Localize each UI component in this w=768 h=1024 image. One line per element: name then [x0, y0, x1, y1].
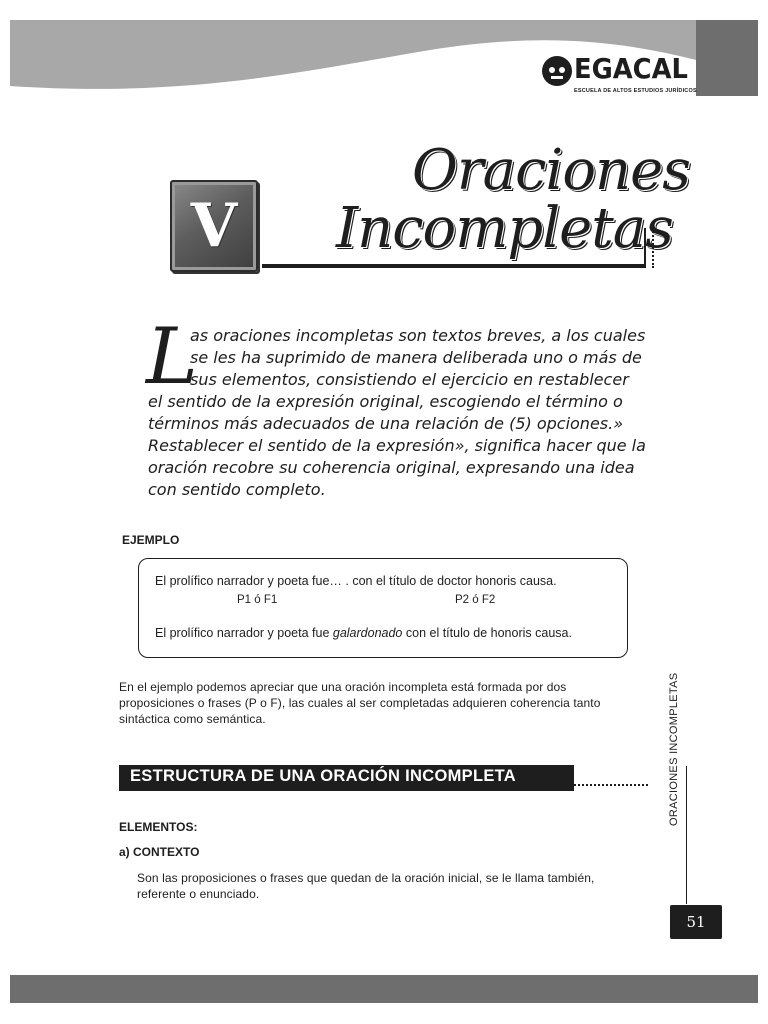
- chapter-title-line-1: Oraciones: [412, 138, 690, 203]
- example-label: EJEMPLO: [122, 533, 180, 547]
- intro-line: Restablecer el sentido de la expresión», significa hacer que la: [148, 436, 646, 455]
- intro-line: sus elementos, consistiendo el ejercicio en restablecer: [190, 370, 629, 389]
- intro-line: se les ha suprimido de manera deliberada uno o más de: [190, 348, 642, 367]
- example-part-2: P2 ó F2: [455, 594, 496, 606]
- explanation-line: En el ejemplo podemos apreciar que una oración incompleta está formada por dos: [119, 680, 567, 694]
- chapter-badge: [170, 180, 258, 272]
- section-heading: ESTRUCTURA DE UNA ORACIÓN INCOMPLETA: [130, 767, 517, 785]
- intro-line: con sentido completo.: [148, 480, 326, 499]
- side-tab-label: ORACIONES INCOMPLETAS: [668, 672, 680, 826]
- example-sentence-blank: El prolífico narrador y poeta fue… . con el título de doctor honoris causa.: [155, 574, 557, 588]
- intro-line: oración recobre su coherencia original, expresando una idea: [148, 458, 635, 477]
- chapter-title-line-2: Incompletas: [336, 196, 673, 261]
- context-label: a) CONTEXTO: [119, 845, 200, 859]
- example-box: [138, 558, 628, 658]
- logo: [542, 52, 697, 100]
- side-tab-line: [686, 766, 687, 904]
- header-corner-block: [696, 20, 758, 96]
- footer-band: [10, 975, 758, 1003]
- context-line: referente o enunciado.: [137, 887, 260, 901]
- drop-cap: L: [146, 312, 198, 402]
- logo-emblem-icon: [542, 56, 572, 86]
- logo-name: EGACAL: [574, 52, 688, 85]
- explanation-line: sintáctica como semántica.: [119, 712, 266, 726]
- intro-line: as oraciones incompletas son textos breves, a los cuales: [190, 326, 646, 345]
- intro-line: el sentido de la expresión original, escogiendo el término o: [148, 392, 623, 411]
- title-underline: [262, 264, 646, 268]
- intro-line: términos más adecuados de una relación de (5) opciones.»: [148, 414, 624, 433]
- example-sentence-completed: [155, 626, 572, 640]
- elements-label: ELEMENTOS:: [119, 820, 198, 834]
- explanation-line: proposiciones o frases (P o F), las cuales al ser completadas adquieren coherencia tanto: [119, 696, 601, 710]
- example-part-1: P1 ó F1: [237, 594, 278, 606]
- logo-tagline: ESCUELA DE ALTOS ESTUDIOS JURÍDICOS: [574, 88, 697, 94]
- title-bracket: [644, 228, 654, 268]
- section-heading-dots: [574, 784, 648, 786]
- completed-before: El prolífico narrador y poeta fue: [155, 626, 333, 640]
- context-line: Son las proposiciones o frases que quedan de la oración inicial, se le llama también,: [137, 871, 595, 885]
- page-number: 51: [686, 913, 706, 931]
- chapter-numeral: V: [190, 191, 238, 261]
- completed-word: galardonado: [332, 626, 403, 640]
- completed-after: con el título de honoris causa.: [402, 626, 572, 640]
